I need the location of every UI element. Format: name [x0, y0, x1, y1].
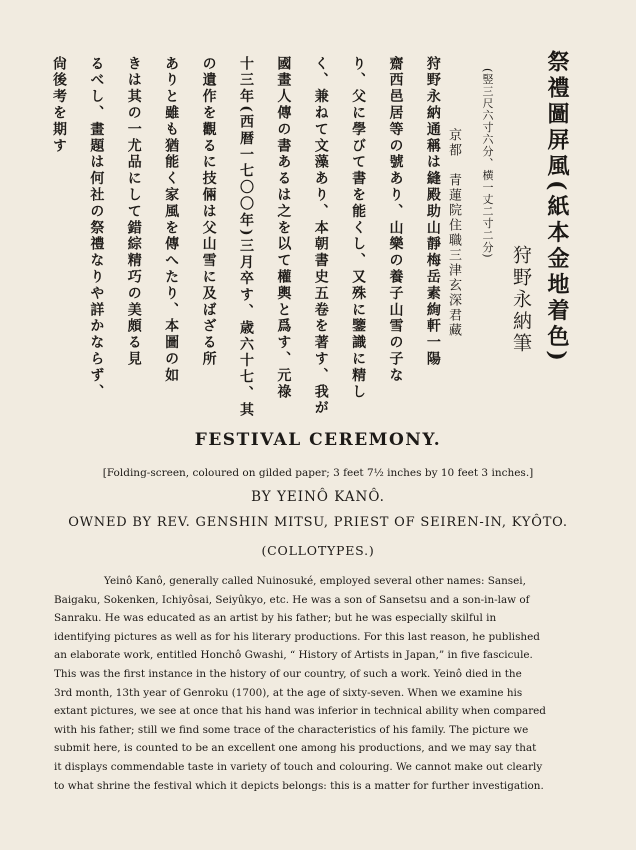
- english-collotypes: (COLLOTYPES.): [261, 543, 375, 558]
- paragraph-line: Baigaku, Sokenken, Ichiyôsai, Seiyûkyo, etc. He was a son of Sansetsu and a son-in-law of: [54, 593, 530, 606]
- japanese-body-column: るべし、畫題は何社の祭禮なりや詳かならず、: [88, 56, 105, 401]
- paragraph-line: Yeinô Kanô, generally called Nuinosuké, employed several other names: Sansei,: [104, 575, 526, 587]
- japanese-body-column: ありと雖も猶能く家風を傳へたり、本圖の如: [163, 56, 180, 384]
- paragraph-line: identifying pictures as well as for his literary productions. For this last reason, he published: [54, 630, 540, 643]
- paragraph-line: This was the first instance in the history of our country, of such a work. Yeinô died in the: [54, 667, 522, 680]
- japanese-body-column: く、兼ねて文藻あり、本朝書史五卷を著す、我が: [312, 56, 329, 417]
- english-artist: BY YEINÔ KANÔ.: [251, 489, 385, 505]
- japanese-body-column: 狩野永納通稱は縫殿助山靜梅岳素絢軒一陽: [424, 56, 441, 368]
- japanese-body-column: きは其の一尤品にして錯綜精巧の美頗る見: [125, 56, 142, 368]
- japanese-body-column: 國畫人傳の書あるは之を以て權輿と爲す、元祿: [275, 56, 292, 401]
- english-paragraph: [54, 572, 584, 795]
- paragraph-line: 3rd month, 13th year of Genroku (1700), at the age of sixty-seven. When we examine his: [54, 686, 523, 699]
- paragraph-line: with his father; still we find some trace of the characteristics of his family. The picture we: [54, 723, 529, 736]
- japanese-artist: 狩野永納筆: [510, 245, 532, 355]
- paragraph-line: Sanraku. He was educated as an artist by his father; but he was especially skilful in: [54, 612, 497, 625]
- paragraph-line: to what shrine the festival which it depicts belongs: this is a matter for further investigation.: [54, 779, 544, 792]
- japanese-body-column: り、父に學びて書を能くし、又殊に鑒識に精し: [350, 56, 367, 401]
- paragraph-line: it displays commendable taste in variety of touch and colouring. We cannot make out clearly: [54, 760, 543, 773]
- paragraph-line: an elaborate work, entitled Honchô Gwashi, “ History of Artists in Japan,” in five fascicule.: [54, 649, 533, 662]
- japanese-owner: 京都 青蓮院住職三津玄深君藏: [446, 128, 461, 338]
- english-owner: OWNED BY REV. GENSHIN MITSU, PRIEST OF SEIREN-IN, KYÔTO.: [68, 515, 568, 530]
- japanese-title: 祭禮圖屏風(紙本金地着色): [544, 50, 570, 365]
- japanese-body-column: 尙後考を期す: [51, 56, 67, 155]
- english-title: FESTIVAL CEREMONY.: [194, 430, 442, 450]
- english-dimensions: [Folding-screen, coloured on gilded paper; 3 feet 7½ inches by 10 feet 3 inches.]: [102, 467, 534, 479]
- paragraph-line: extant pictures, we see at once that his hand was inferior in technical ability when compared: [54, 705, 546, 718]
- japanese-dimensions: (竪三尺六寸六分、横一丈二寸二分): [481, 68, 494, 259]
- japanese-body: [51, 56, 441, 419]
- japanese-body-column: 齋西邑居等の號あり、山樂の養子山雪の子な: [387, 56, 404, 384]
- japanese-body-column: 十三年(西暦一七〇〇年)三月卒す、歳六十七、其: [237, 56, 254, 419]
- japanese-body-column: の遺作を觀るに技倆は父山雪に及ばざる所: [200, 56, 217, 368]
- paragraph-line: submit here, is counted to be an excellent one among his productions, and we may say that: [54, 742, 537, 755]
